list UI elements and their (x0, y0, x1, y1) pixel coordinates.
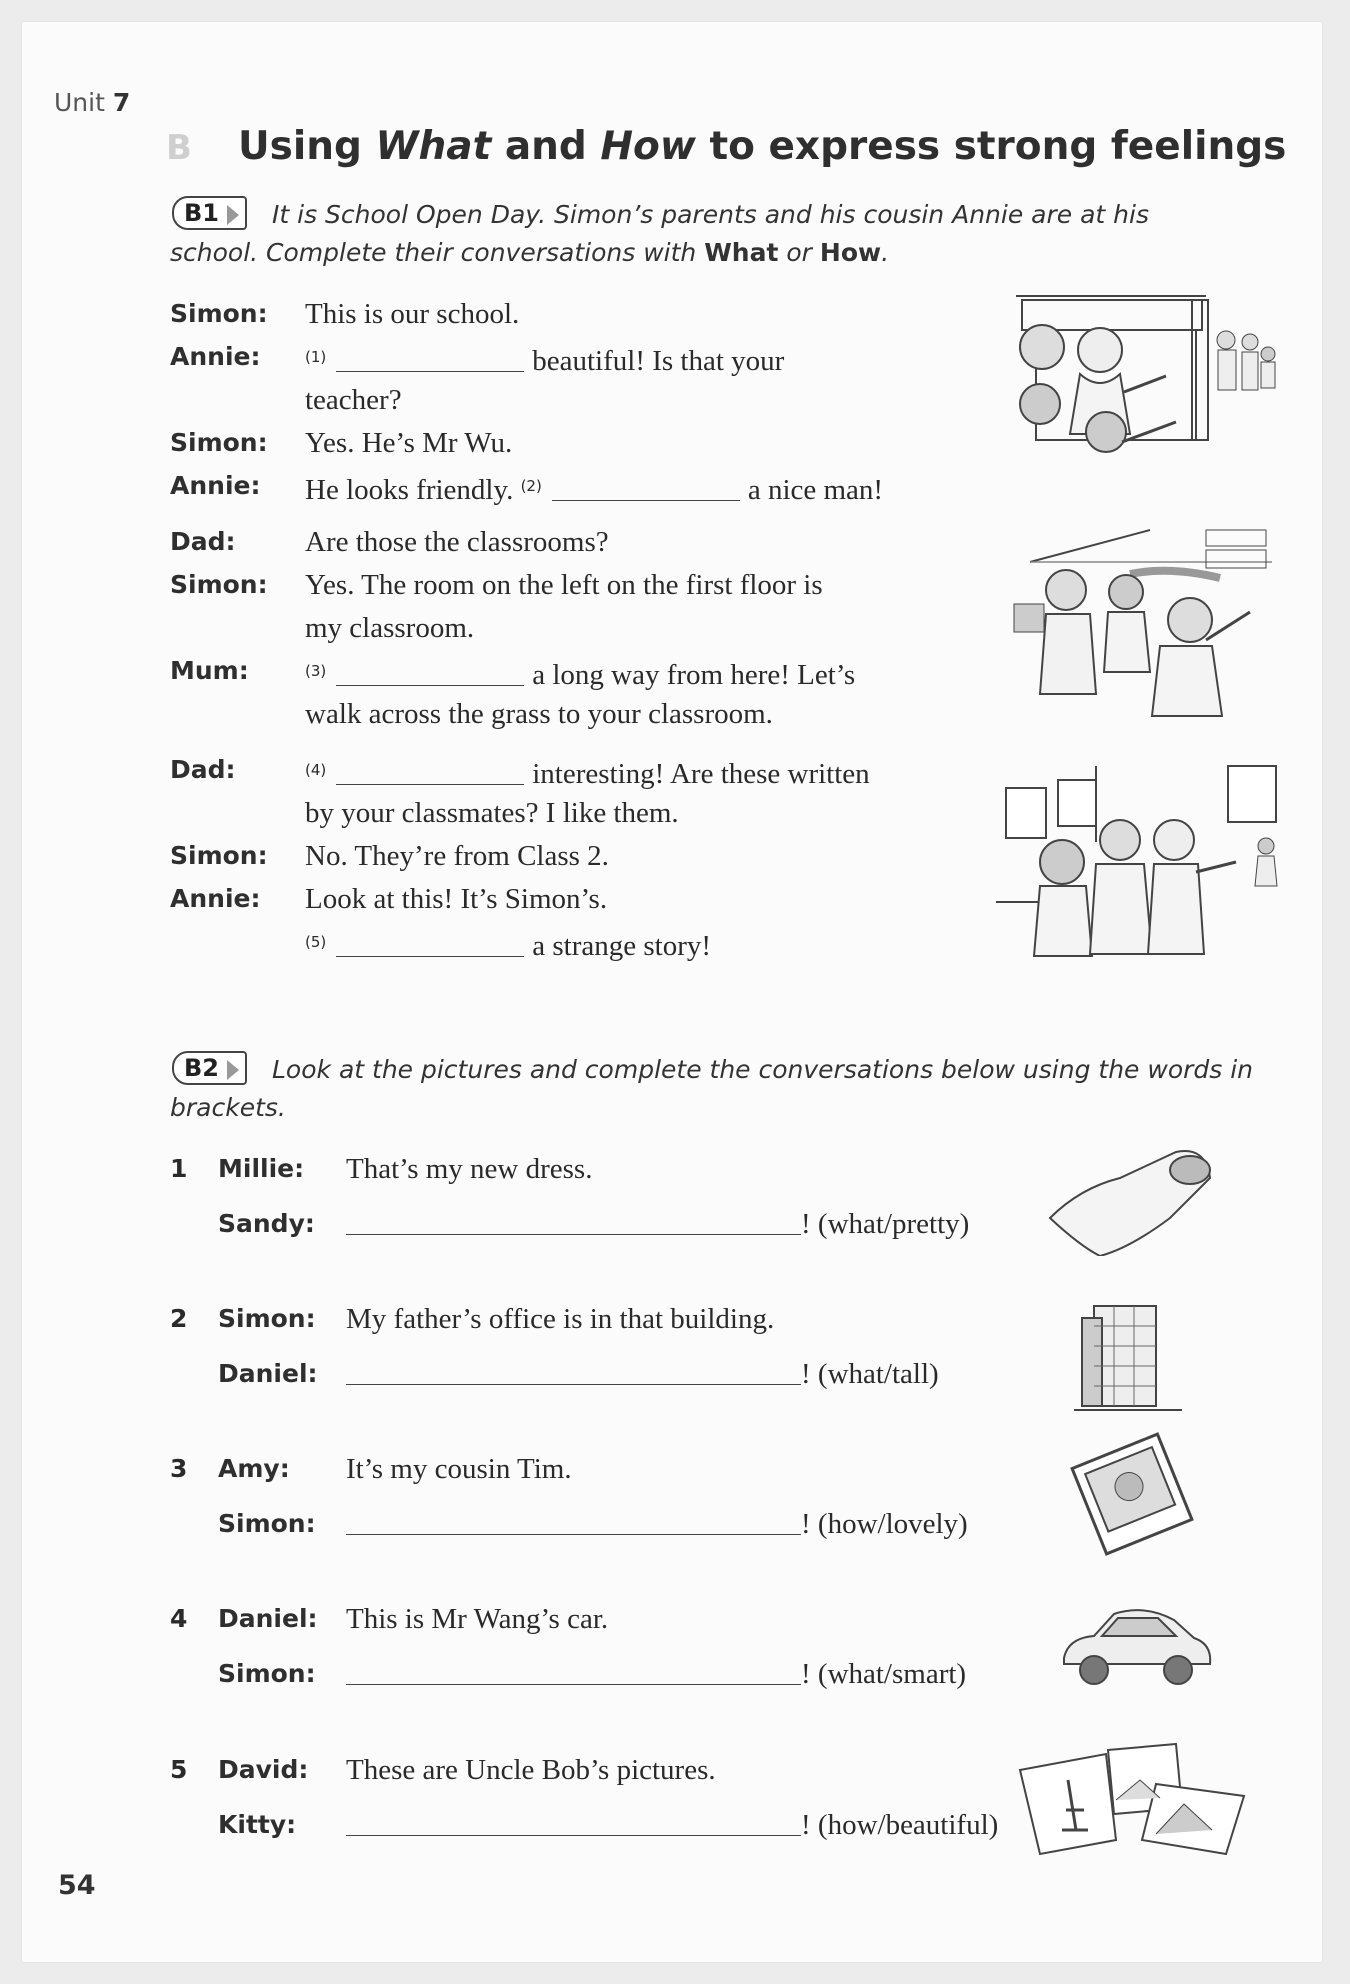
item-number: 5 (170, 1755, 188, 1784)
answer-row (346, 1808, 998, 1842)
dialogue-text: beautiful! Is that your (532, 345, 785, 377)
answer-blank[interactable] (346, 1811, 801, 1836)
b1-instructions-line2: school. Complete their conversations with What or How. (170, 238, 890, 267)
dialogue-line (305, 611, 474, 645)
page-number: 54 (58, 1870, 96, 1901)
dialogue-text: That’s my new dress. (346, 1153, 593, 1185)
dialogue-text: Are those the classrooms? (305, 526, 609, 558)
dialogue-text: He looks friendly. (305, 474, 514, 506)
word-hint: ! (what/pretty) (801, 1208, 970, 1240)
speaker-label: Simon: (218, 1304, 316, 1333)
dialogue-text: by your classmates? I like them. (305, 797, 679, 829)
section-letter: B (166, 128, 192, 168)
word-hint: ! (what/smart) (801, 1658, 967, 1690)
school-entrance-illustration (996, 292, 1286, 482)
unit-label: Unit 7 (54, 88, 131, 117)
dialogue-text: a nice man! (747, 474, 884, 506)
speaker-label: Simon: (170, 428, 268, 457)
dialogue-line (305, 525, 609, 559)
dialogue-text: Yes. The room on the left on the first floor is (305, 569, 823, 601)
dialogue-text: a strange story! (532, 930, 712, 962)
dialogue-text: walk across the grass to your classroom. (305, 698, 773, 730)
blank-number: (4) (305, 761, 327, 779)
answer-row (346, 1507, 968, 1541)
answer-row (346, 1207, 969, 1241)
pictures-icon (1016, 1740, 1252, 1858)
speaker-label: Simon: (218, 1509, 316, 1538)
dialogue-text: These are Uncle Bob’s pictures. (346, 1754, 716, 1786)
office-building-icon (1074, 1290, 1184, 1420)
answer-blank[interactable] (336, 760, 524, 785)
b2-instructions: Look at the pictures and complete the conversations below using the words in (272, 1055, 1254, 1084)
speaker-label: Mum: (170, 656, 249, 685)
answer-blank[interactable] (346, 1510, 801, 1535)
b2-instructions-line2: brackets. (170, 1093, 286, 1122)
dialogue-line (305, 297, 519, 331)
classroom-building-illustration (1010, 522, 1282, 722)
dialogue-line (305, 796, 679, 830)
dialogue-text: teacher? (305, 384, 402, 416)
dialogue-text: Yes. He’s Mr Wu. (305, 427, 513, 459)
car-icon (1058, 1604, 1214, 1694)
exercise-tag-b1: B1 (172, 196, 247, 230)
dialogue-text: It’s my cousin Tim. (346, 1453, 572, 1485)
speaker-label: Daniel: (218, 1359, 318, 1388)
answer-blank[interactable] (346, 1660, 801, 1685)
dialogue-line (305, 882, 607, 916)
item-number: 1 (170, 1154, 188, 1183)
speaker-label: Sandy: (218, 1209, 315, 1238)
answer-blank[interactable] (346, 1360, 801, 1385)
blank-number: (3) (305, 662, 327, 680)
dialogue-text: No. They’re from Class 2. (305, 840, 609, 872)
dialogue-line (305, 340, 784, 378)
word-hint: ! (what/tall) (801, 1358, 939, 1390)
speaker-label: Simon: (170, 570, 268, 599)
speaker-label: Simon: (170, 299, 268, 328)
speaker-label: Simon: (170, 841, 268, 870)
answer-row (346, 1657, 966, 1691)
exercise-tag-b2: B2 (172, 1051, 247, 1085)
speaker-label: Dad: (170, 527, 236, 556)
dress-icon (1046, 1148, 1216, 1256)
blank-number: (5) (305, 933, 327, 951)
item-number: 4 (170, 1604, 188, 1633)
dialogue-line (305, 469, 883, 507)
answer-blank[interactable] (552, 476, 740, 501)
answer-blank[interactable] (336, 661, 524, 686)
dialogue-text: Look at this! It’s Simon’s. (305, 883, 608, 915)
b1-instructions: It is School Open Day. Simon’s parents and his cousin Annie are at his (272, 200, 1149, 229)
dialogue-line (305, 568, 823, 602)
speaker-label: Millie: (218, 1154, 305, 1183)
dialogue-line (305, 697, 773, 731)
speaker-label: David: (218, 1755, 309, 1784)
speaker-label: Annie: (170, 471, 261, 500)
answer-blank[interactable] (336, 932, 524, 957)
word-hint: ! (how/beautiful) (801, 1809, 999, 1841)
dialogue-text: My father’s office is in that building. (346, 1303, 775, 1335)
baby-photo-icon (1068, 1430, 1196, 1560)
item-number: 2 (170, 1304, 188, 1333)
dialogue-line (305, 925, 711, 963)
blank-number: (1) (305, 348, 327, 366)
speaker-label: Dad: (170, 755, 236, 784)
speaker-label: Amy: (218, 1454, 290, 1483)
speaker-label: Annie: (170, 884, 261, 913)
speaker-label: Kitty: (218, 1810, 297, 1839)
speaker-label: Daniel: (218, 1604, 318, 1633)
dialogue-text: This is Mr Wang’s car. (346, 1603, 609, 1635)
play-arrow-icon (227, 205, 239, 225)
blank-number: (2) (520, 477, 542, 495)
dialogue-text: interesting! Are these written (532, 758, 870, 790)
item-number: 3 (170, 1454, 188, 1483)
speaker-label: Simon: (218, 1659, 316, 1688)
dialogue-line (305, 426, 512, 460)
dialogue-line (305, 753, 870, 791)
word-hint: ! (how/lovely) (801, 1508, 968, 1540)
dialogue-line (305, 654, 855, 692)
answer-row (346, 1357, 939, 1391)
wall-displays-illustration (996, 762, 1286, 962)
dialogue-text: This is our school. (305, 298, 520, 330)
dialogue-line (305, 383, 402, 417)
dialogue-line (305, 839, 609, 873)
dialogue-text: a long way from here! Let’s (532, 659, 856, 691)
dialogue-text: my classroom. (305, 612, 475, 644)
section-title: Using What and How to express strong feelings (238, 124, 1287, 169)
answer-blank[interactable] (346, 1210, 801, 1235)
play-arrow-icon (227, 1060, 239, 1080)
answer-blank[interactable] (336, 347, 524, 372)
speaker-label: Annie: (170, 342, 261, 371)
